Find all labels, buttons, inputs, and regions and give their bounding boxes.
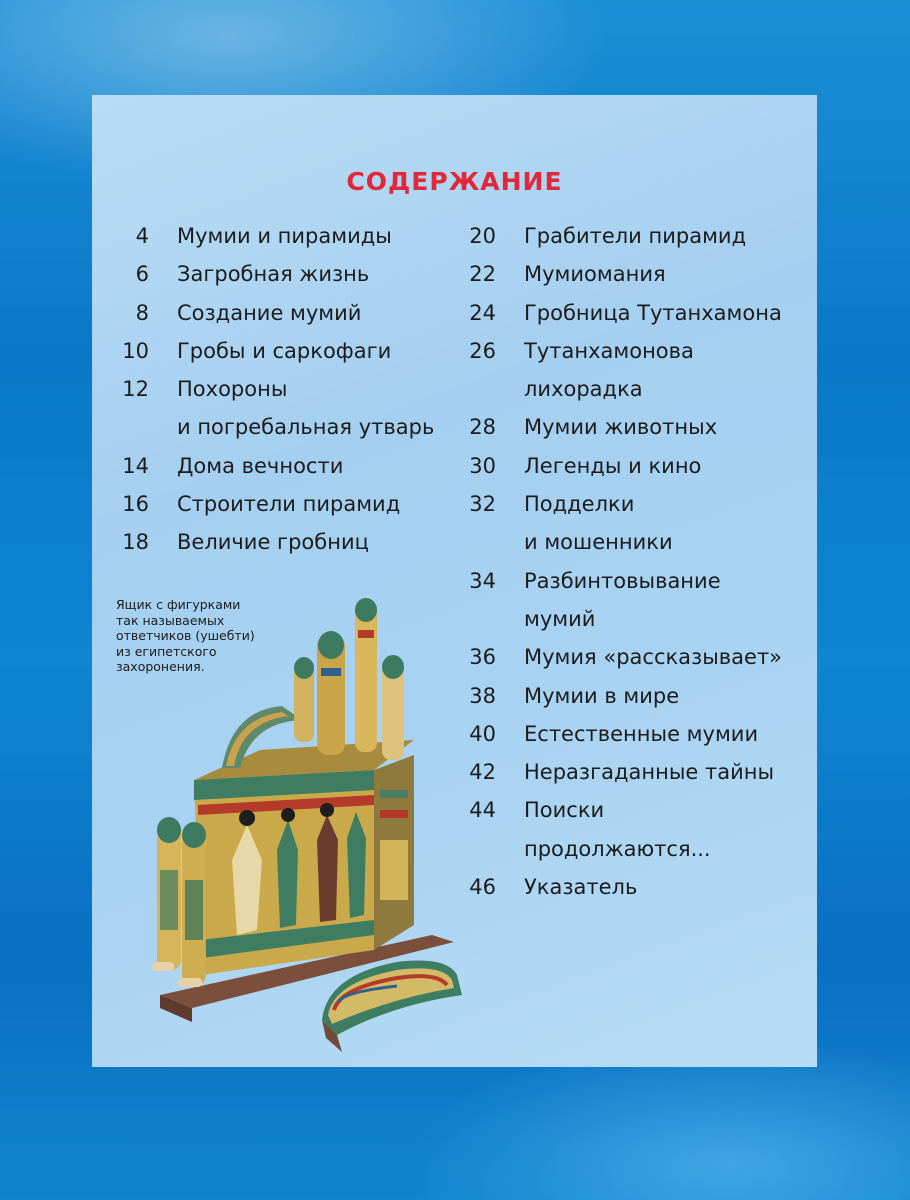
toc-page-number: 40 <box>469 721 496 746</box>
toc-entry <box>464 294 814 332</box>
toc-entry-title: Тутанхамонова лихорадка <box>524 338 694 402</box>
toc-page-number: 38 <box>469 683 496 708</box>
toc-page-number: 26 <box>469 338 496 363</box>
toc-entry-title: Мумия «рассказывает» <box>524 645 783 670</box>
toc-page-number: 42 <box>469 760 496 785</box>
toc-entry-title: Указатель <box>524 875 638 900</box>
toc-entry-title: Естественные мумии <box>524 721 759 746</box>
toc-page-number: 8 <box>135 300 149 325</box>
toc-entry-title: Похороны и погребальная утварь <box>177 377 435 440</box>
toc-entry <box>118 332 468 370</box>
toc-page-number: 34 <box>469 568 496 593</box>
toc-entry-title: Мумии животных <box>524 415 718 440</box>
toc-page-number: 32 <box>469 492 496 517</box>
toc-entry-title: Дома вечности <box>177 453 344 478</box>
toc-entry-title: Поиски продолжаются... <box>524 798 711 861</box>
toc-page-number: 46 <box>469 875 496 900</box>
toc-entry <box>464 255 814 293</box>
toc-page-number: 4 <box>135 224 149 248</box>
toc-entry-title: Строители пирамид <box>177 492 401 517</box>
toc-entry <box>464 791 814 868</box>
toc-entry <box>464 485 814 562</box>
toc-entry <box>464 408 814 446</box>
toc-entry <box>464 677 814 715</box>
toc-entry <box>464 217 814 255</box>
toc-entry-title: Мумии в мире <box>524 683 680 708</box>
toc-entry-title: Мумии и пирамиды <box>177 224 392 248</box>
toc-page-number: 16 <box>122 492 149 517</box>
toc-page-number: 6 <box>135 262 149 287</box>
toc-page-number: 44 <box>469 798 496 823</box>
toc-entry-title: Величие гробниц <box>177 530 369 555</box>
toc-left-column <box>118 217 468 562</box>
toc-entry-title: Гробница Тутанхамона <box>524 300 782 325</box>
toc-entry <box>118 294 468 332</box>
toc-entry-title: Загробная жизнь <box>177 262 370 287</box>
toc-page-number: 22 <box>469 262 496 287</box>
toc-page-number: 28 <box>469 415 496 440</box>
toc-entry-title: Легенды и кино <box>524 453 702 478</box>
toc-page-number: 10 <box>122 338 149 363</box>
toc-page-number: 36 <box>469 645 496 670</box>
toc-page-number: 14 <box>122 453 149 478</box>
toc-entry <box>118 447 468 485</box>
toc-entry-title: Создание мумий <box>177 300 362 325</box>
contents-panel <box>92 95 817 1067</box>
toc-page-number: 20 <box>469 224 496 248</box>
toc-entry <box>118 370 468 447</box>
toc-entry <box>464 638 814 676</box>
toc-entry <box>118 255 468 293</box>
toc-entry-title: Неразгаданные тайны <box>524 760 775 785</box>
toc-entry-title: Разбинтовывание мумий <box>524 568 721 631</box>
page-title: СОДЕРЖАНИЕ <box>346 167 563 196</box>
toc-entry <box>464 447 814 485</box>
toc-entry-title: Мумиомания <box>524 262 666 287</box>
toc-page-number: 24 <box>469 300 496 325</box>
toc-entry-title: Подделки и мошенники <box>524 492 673 555</box>
toc-entry <box>464 562 814 639</box>
toc-entry <box>464 753 814 791</box>
toc-entry <box>118 523 468 561</box>
image-caption: Ящик с фигурками так называемых ответчиков (ушебти) из египетского захоронения. <box>116 597 255 674</box>
toc-entry-title: Грабители пирамид <box>524 224 747 248</box>
toc-page-number: 18 <box>122 530 149 555</box>
toc-entry <box>118 485 468 523</box>
toc-entry <box>464 715 814 753</box>
toc-entry <box>464 868 814 906</box>
toc-page-number: 30 <box>469 453 496 478</box>
toc-entry <box>464 332 814 409</box>
shabti-box-image <box>112 590 472 1055</box>
toc-entry-title: Гробы и саркофаги <box>177 338 392 363</box>
toc-entry <box>118 217 468 255</box>
toc-right-column <box>464 217 814 906</box>
toc-page-number: 12 <box>122 377 149 402</box>
